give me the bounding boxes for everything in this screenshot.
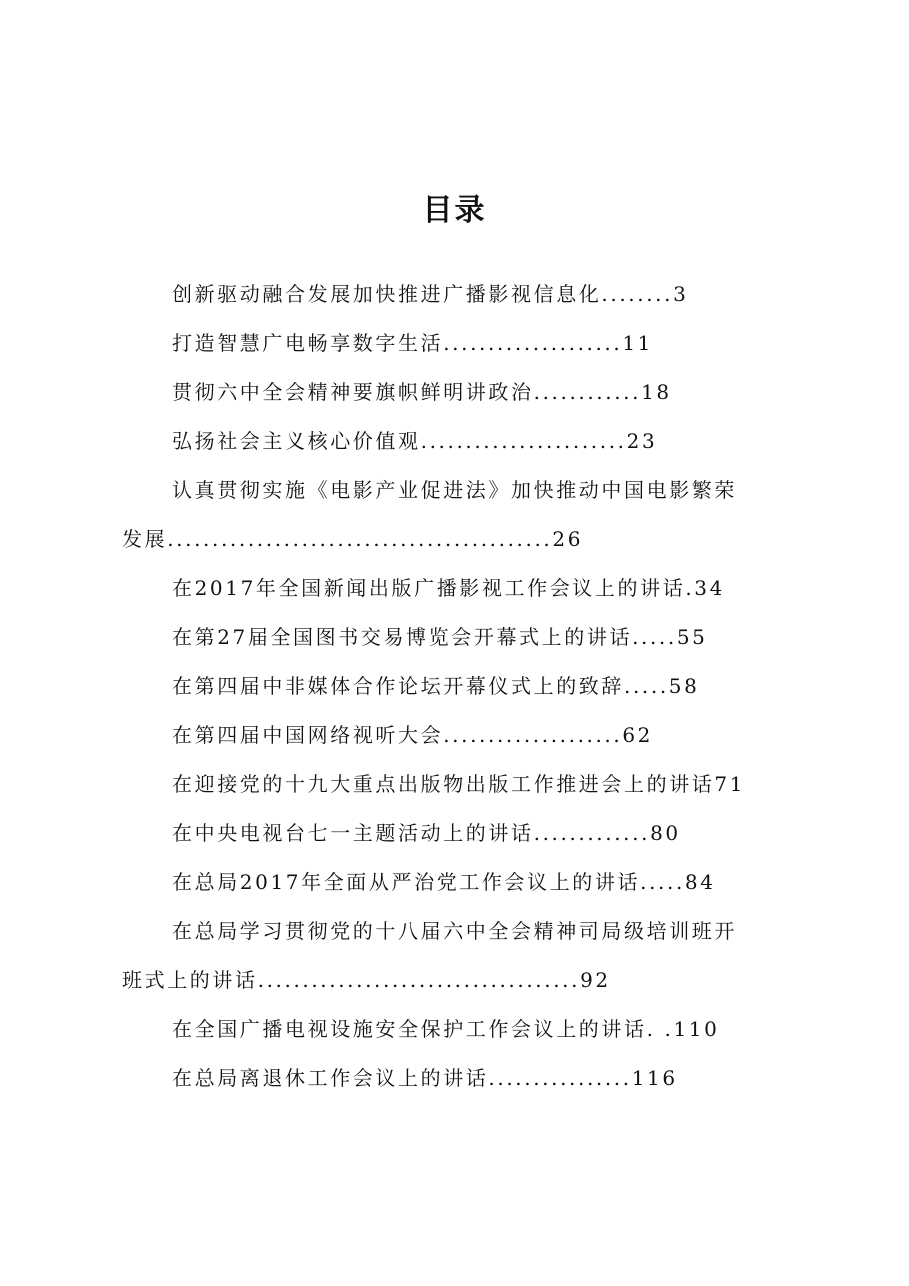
toc-entry: [172, 712, 653, 758]
toc-entry-title: 认真贯彻实施《电影产业促进法》加快推动中国电影繁荣: [172, 478, 737, 502]
toc-leader-dots: ...........................................: [167, 527, 553, 551]
toc-entry: [172, 761, 745, 807]
toc-leader-dots: . .: [646, 1017, 674, 1041]
toc-entry-title: 在总局2017年全面从严治党工作会议上的讲话: [172, 870, 641, 894]
toc-entry: [172, 859, 716, 905]
toc-entry-title-cont: 发展: [122, 527, 168, 551]
toc-leader-dots: ................: [488, 1066, 632, 1090]
toc-entry: [172, 320, 653, 366]
toc-leader-dots: ....................: [443, 331, 623, 355]
toc-entry-title: 在第四届中非媒体合作论坛开幕仪式上的致辞: [172, 674, 624, 698]
toc-page-number: 116: [631, 1066, 678, 1090]
toc-leader-dots: .: [685, 576, 695, 600]
toc-leader-dots: .....: [640, 870, 685, 894]
toc-leader-dots: .............: [533, 821, 651, 845]
toc-leader-dots: .......................: [420, 429, 627, 453]
toc-page-number: 92: [580, 968, 611, 992]
toc-entry-title: 在迎接党的十九大重点出版物出版工作推进会上的讲话: [172, 772, 715, 796]
toc-leader-dots: ............: [533, 380, 642, 404]
toc-leader-dots: ....................................: [257, 968, 581, 992]
toc-page-number: 71: [714, 772, 746, 796]
toc-entry: [172, 467, 737, 513]
toc-entry-title: 打造智慧广电畅享数字生活: [172, 331, 444, 355]
toc-entry: [172, 1006, 719, 1052]
toc-entry-title: 在总局离退休工作会议上的讲话: [172, 1066, 489, 1090]
toc-entry-title: 创新驱动融合发展加快推进广播影视信息化: [172, 282, 602, 306]
toc-entry: [172, 1055, 678, 1101]
toc-page-number: 110: [673, 1017, 720, 1041]
toc-page-number: 84: [684, 870, 716, 894]
toc-entry: [172, 810, 681, 856]
toc-entry-title: 在第27届全国图书交易博览会开幕式上的讲话: [172, 625, 633, 649]
toc-leader-dots: .....: [632, 625, 677, 649]
toc-page-number: 34: [694, 576, 725, 600]
toc-page-number: 26: [552, 527, 584, 551]
toc-entry: [172, 369, 672, 415]
toc-entry-title-cont: 班式上的讲话: [122, 968, 258, 992]
toc-entry-continuation: [122, 516, 583, 562]
toc-leader-dots: ........: [601, 282, 674, 306]
toc-page-number: 58: [668, 674, 700, 698]
toc-page-number: 11: [622, 331, 654, 355]
toc-entry-title: 在总局学习贯彻党的十八届六中全会精神司局级培训班开: [172, 919, 737, 943]
toc-entry-title: 在全国广播电视设施安全保护工作会议上的讲话: [172, 1017, 647, 1041]
toc-entry: [172, 614, 708, 660]
toc-entry-continuation: [122, 957, 611, 1003]
toc-page-number: 62: [622, 723, 654, 747]
toc-leader-dots: .....: [624, 674, 669, 698]
toc-title: 目录: [422, 193, 487, 228]
toc-entry: [172, 908, 737, 954]
toc-entry: [172, 418, 657, 464]
toc-entry-title: 贯彻六中全会精神要旗帜鲜明讲政治: [172, 380, 534, 404]
toc-page-number: 23: [626, 429, 658, 453]
toc-entry: [172, 271, 688, 317]
toc-page-number: 55: [676, 625, 708, 649]
toc-entry-title: 弘扬社会主义核心价值观: [172, 429, 421, 453]
toc-page-number: 3: [673, 282, 689, 306]
toc-page-number: 18: [641, 380, 672, 404]
toc-page-number: 80: [650, 821, 681, 845]
toc-leader-dots: ....................: [443, 723, 623, 747]
toc-entry-title: 在中央电视台七一主题活动上的讲话: [172, 821, 534, 845]
toc-entry: [172, 565, 725, 611]
toc-entry: [172, 663, 699, 709]
toc-entry-title: 在2017年全国新闻出版广播影视工作会议上的讲话: [172, 576, 686, 600]
toc-entry-title: 在第四届中国网络视听大会: [172, 723, 444, 747]
